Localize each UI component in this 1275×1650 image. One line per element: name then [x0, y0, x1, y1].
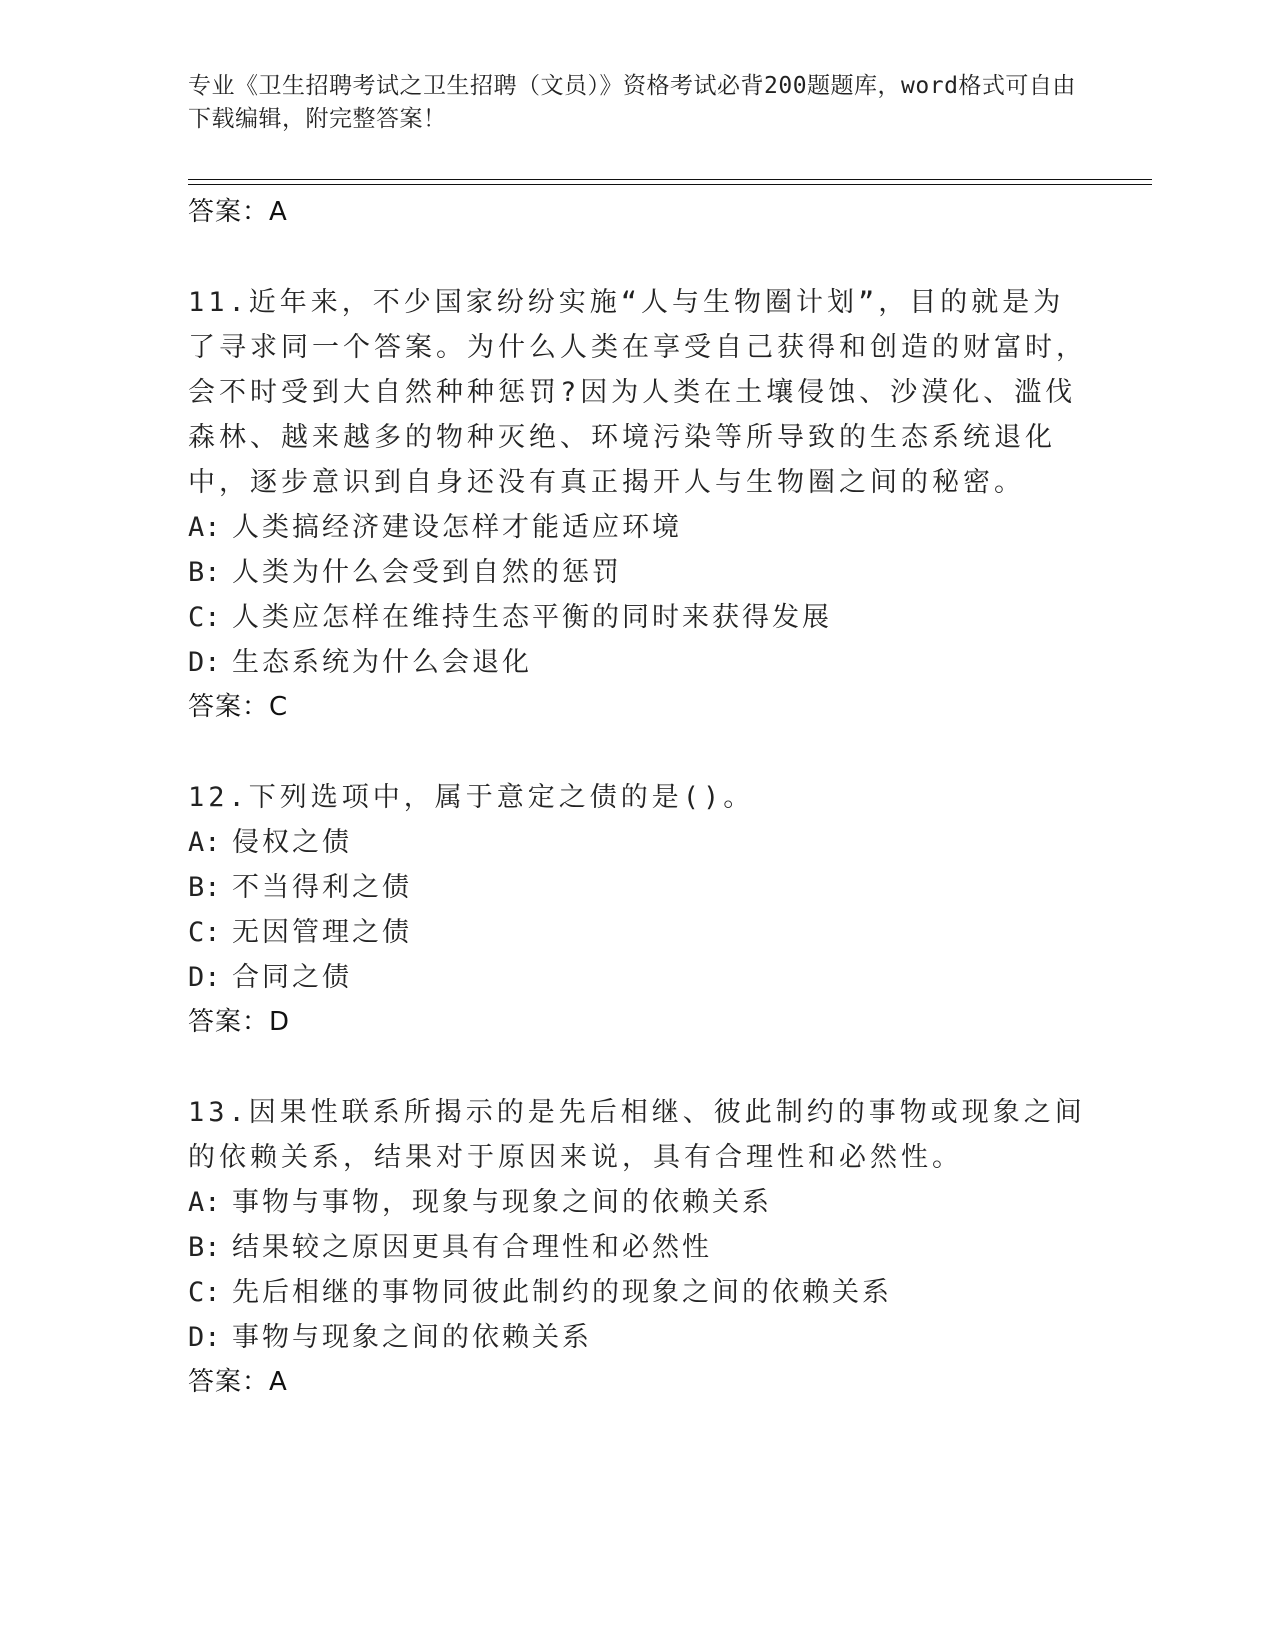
option-text: 合同之债 — [232, 962, 352, 993]
option-c — [188, 1270, 1088, 1315]
answer-prefix: 答案： — [188, 197, 270, 227]
option-label: D: — [188, 647, 221, 678]
question-number: 13. — [188, 1097, 249, 1128]
header-divider-top — [188, 179, 1152, 180]
option-label: A: — [188, 1187, 221, 1218]
answer-value: A — [269, 1367, 288, 1397]
option-d — [188, 640, 1088, 685]
option-label: D: — [188, 1322, 221, 1353]
option-text: 侵权之债 — [232, 827, 352, 858]
option-label: A: — [188, 827, 221, 858]
option-label: A: — [188, 512, 221, 543]
option-text: 先后相继的事物同彼此制约的现象之间的依赖关系 — [232, 1277, 892, 1308]
answer-line — [188, 1360, 1088, 1404]
option-label: C: — [188, 1277, 221, 1308]
answer-prefix: 答案： — [188, 1367, 270, 1397]
answer-line — [188, 685, 1088, 729]
option-label: C: — [188, 602, 221, 633]
question-stem — [188, 280, 1088, 505]
option-label: D: — [188, 962, 221, 993]
option-a — [188, 1180, 1088, 1225]
option-text: 人类为什么会受到自然的惩罚 — [232, 557, 622, 588]
answer-value: D — [269, 1007, 291, 1037]
option-c — [188, 595, 1088, 640]
question-stem — [188, 1090, 1088, 1180]
option-text: 结果较之原因更具有合理性和必然性 — [232, 1232, 712, 1263]
option-text: 不当得利之债 — [232, 872, 412, 903]
question-item — [188, 280, 1088, 729]
option-label: B: — [188, 1232, 221, 1263]
option-text: 无因管理之债 — [232, 917, 412, 948]
document-header: 专业《卫生招聘考试之卫生招聘（文员）》资格考试必背200题题库，word格式可自由下载编辑，附完整答案！ — [188, 73, 1076, 132]
option-label: B: — [188, 872, 221, 903]
answer-value: A — [269, 197, 288, 227]
answer-prefix: 答案： — [188, 1007, 270, 1037]
option-b — [188, 865, 1088, 910]
option-a — [188, 820, 1088, 865]
option-a — [188, 505, 1088, 550]
question-number: 12. — [188, 782, 249, 813]
option-text: 事物与事物，现象与现象之间的依赖关系 — [232, 1187, 772, 1218]
option-label: C: — [188, 917, 221, 948]
answer-value: C — [269, 692, 289, 722]
option-text: 人类应怎样在维持生态平衡的同时来获得发展 — [232, 602, 832, 633]
option-d — [188, 955, 1088, 1000]
option-b — [188, 550, 1088, 595]
answer-line — [188, 190, 1088, 234]
question-list — [188, 190, 1088, 1404]
option-b — [188, 1225, 1088, 1270]
question-item — [188, 1090, 1088, 1404]
question-number: 11. — [188, 287, 249, 318]
question-text: 下列选项中，属于意定之债的是()。 — [248, 782, 755, 813]
option-text: 事物与现象之间的依赖关系 — [232, 1322, 592, 1353]
question-text: 因果性联系所揭示的是先后相继、彼此制约的事物或现象之间的依赖关系，结果对于原因来说，具有合理性和必然性。 — [188, 1097, 1086, 1173]
option-d — [188, 1315, 1088, 1360]
header-divider-bottom — [188, 184, 1152, 185]
question-stem — [188, 775, 1088, 820]
option-text: 生态系统为什么会退化 — [232, 647, 532, 678]
question-text: 近年来，不少国家纷纷实施“人与生物圈计划”，目的就是为了寻求同一个答案。为什么人类在享受自己获得和创造的财富时，会不时受到大自然种种惩罚?因为人类在土壤侵蚀、沙漠化、滥伐森林、越来越多的物种灭绝、环境污染等所导致的生态系统退化中，逐步意识到自身还没有真正揭开人与生物圈之间的秘密。 — [188, 287, 1087, 498]
option-text: 人类搞经济建设怎样才能适应环境 — [232, 512, 682, 543]
question-item — [188, 775, 1088, 1044]
answer-line — [188, 1000, 1088, 1044]
option-label: B: — [188, 557, 221, 588]
answer-prefix: 答案： — [188, 692, 270, 722]
option-c — [188, 910, 1088, 955]
